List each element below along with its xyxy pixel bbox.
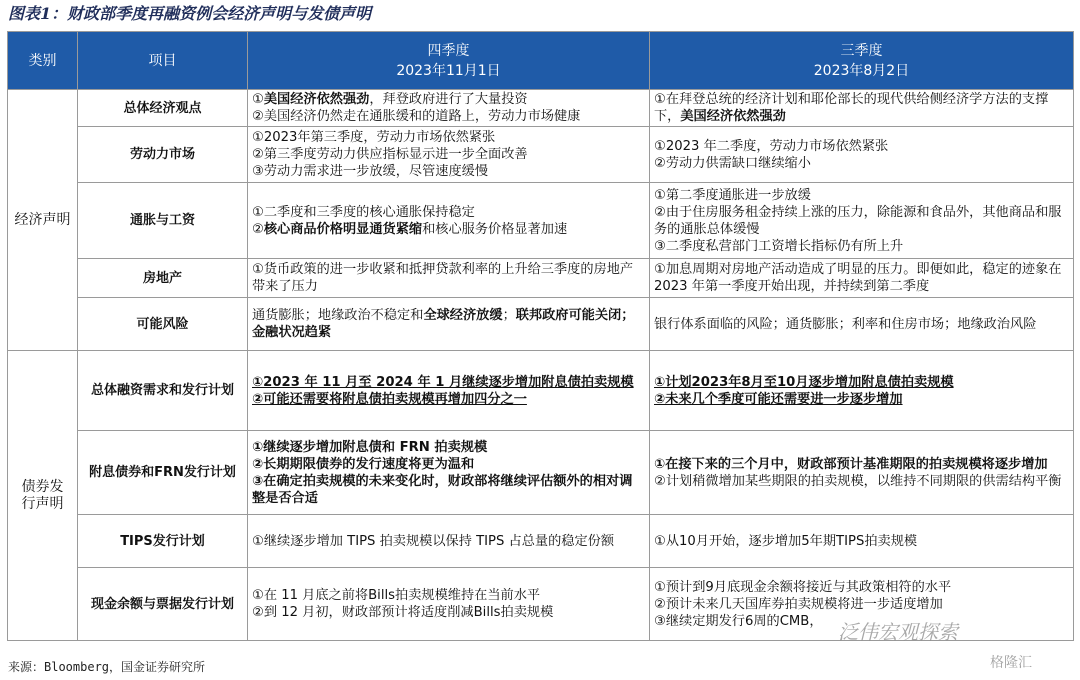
- row-item: 附息债券和FRN发行计划: [78, 431, 248, 515]
- q4-cell: ①继续逐步增加附息债和 FRN 拍卖规模 ②长期期限债券的发行速度将更为温和 ③在确定拍卖规模的未来变化时，财政部将继续评估额外的相对调整是否合适: [248, 431, 650, 515]
- q4-cell: ①2023年第三季度，劳动力市场依然紧张 ②第三季度劳动力供应指标显示进一步全面改善 ③劳动力需求进一步放缓，尽管速度缓慢: [248, 127, 650, 183]
- row-item: TIPS发行计划: [78, 515, 248, 568]
- q3-cell: ①第二季度通胀进一步放缓 ②由于住房服务租金持续上涨的压力，除能源和食品外，其他商品和服务的通胀总体缓慢 ③二季度私营部门工资增长指标仍有所上升: [650, 183, 1074, 259]
- q4-cell: ①美国经济依然强劲，拜登政府进行了大量投资 ②美国经济仍然走在通胀缓和的道路上，劳动力市场健康: [248, 90, 650, 127]
- table-row: [8, 431, 1074, 515]
- header-q3-date: 2023年8月2日: [813, 62, 910, 79]
- header-q3-title: 三季度: [840, 42, 883, 59]
- header-q4: [248, 32, 650, 90]
- q3-cell: ①计划2023年8月至10月逐步增加附息债拍卖规模 ②未来几个季度可能还需要进一步逐步增加: [650, 351, 1074, 431]
- q3-cell: ①从10月开始，逐步增加5年期TIPS拍卖规模: [650, 515, 1074, 568]
- row-item: 劳动力市场: [78, 127, 248, 183]
- q3-cell: ①在拜登总统的经济计划和耶伦部长的现代供给侧经济学方法的支撑下，美国经济依然强劲: [650, 90, 1074, 127]
- source-note: 来源：Bloomberg，国金证券研究所: [8, 660, 206, 674]
- q3-cell: ①在接下来的三个月中，财政部预计基准期限的拍卖规模将逐步增加 ②计划稍微增加某些期限的拍卖规模，以维持不同期限的供需结构平衡: [650, 431, 1074, 515]
- header-category: 类别: [8, 32, 78, 90]
- statement-table: [7, 31, 1074, 641]
- table-row: [8, 259, 1074, 298]
- q4-cell: ①二季度和三季度的核心通胀保持稳定 ②核心商品价格明显通货紧缩和核心服务价格显著加速: [248, 183, 650, 259]
- category-economic: 经济声明: [8, 90, 78, 351]
- table-row: [8, 127, 1074, 183]
- category-bond: 债券发 行声明: [8, 351, 78, 641]
- watermark-logo-text: 格隆汇: [990, 655, 1032, 671]
- q3-cell: ①2023 年二季度，劳动力市场依然紧张 ②劳动力供需缺口继续缩小: [650, 127, 1074, 183]
- row-item: 可能风险: [78, 298, 248, 351]
- watermark: 泛伟宏观探索: [838, 620, 958, 644]
- q4-cell: ①2023 年 11 月至 2024 年 1 月继续逐步增加附息债拍卖规模 ②可能还需要将附息债拍卖规模再增加四分之一: [248, 351, 650, 431]
- header-q4-date: 2023年11月1日: [396, 62, 501, 79]
- row-item: 总体融资需求和发行计划: [78, 351, 248, 431]
- q3-cell: ①加息周期对房地产活动造成了明显的压力。即便如此，稳定的迹象在 2023 年第一季度开始出现，并持续到第二季度: [650, 259, 1074, 298]
- q4-cell: ①继续逐步增加 TIPS 拍卖规模以保持 TIPS 占总量的稳定份额: [248, 515, 650, 568]
- q4-cell: ①货币政策的进一步收紧和抵押贷款利率的上升给三季度的房地产带来了压力: [248, 259, 650, 298]
- row-item: 总体经济观点: [78, 90, 248, 127]
- header-q3: [650, 32, 1074, 90]
- figure-title: 图表1：财政部季度再融资例会经济声明与发债声明: [8, 4, 372, 23]
- table-row: [8, 351, 1074, 431]
- row-item: 房地产: [78, 259, 248, 298]
- q4-cell: ①在 11 月底之前将Bills拍卖规模维持在当前水平 ②到 12 月初，财政部预计将适度削减Bills拍卖规模: [248, 568, 650, 641]
- header-q4-title: 四季度: [427, 42, 470, 59]
- table-row: [8, 90, 1074, 127]
- q3-cell: 银行体系面临的风险；通货膨胀；利率和住房市场；地缘政治风险: [650, 298, 1074, 351]
- table-row: [8, 183, 1074, 259]
- q4-cell: 通货膨胀；地缘政治不稳定和全球经济放缓；联邦政府可能关闭；金融状况趋紧: [248, 298, 650, 351]
- row-item: 通胀与工资: [78, 183, 248, 259]
- table-row: [8, 515, 1074, 568]
- header-item: 项目: [78, 32, 248, 90]
- row-item: 现金余额与票据发行计划: [78, 568, 248, 641]
- table-row: [8, 298, 1074, 351]
- q3-cell: ①预计到9月底现金余额将接近与其政策相符的水平 ②预计未来几天国库券拍卖规模将进一步适度增加 ③继续定期发行6周的CMB，: [650, 568, 1074, 641]
